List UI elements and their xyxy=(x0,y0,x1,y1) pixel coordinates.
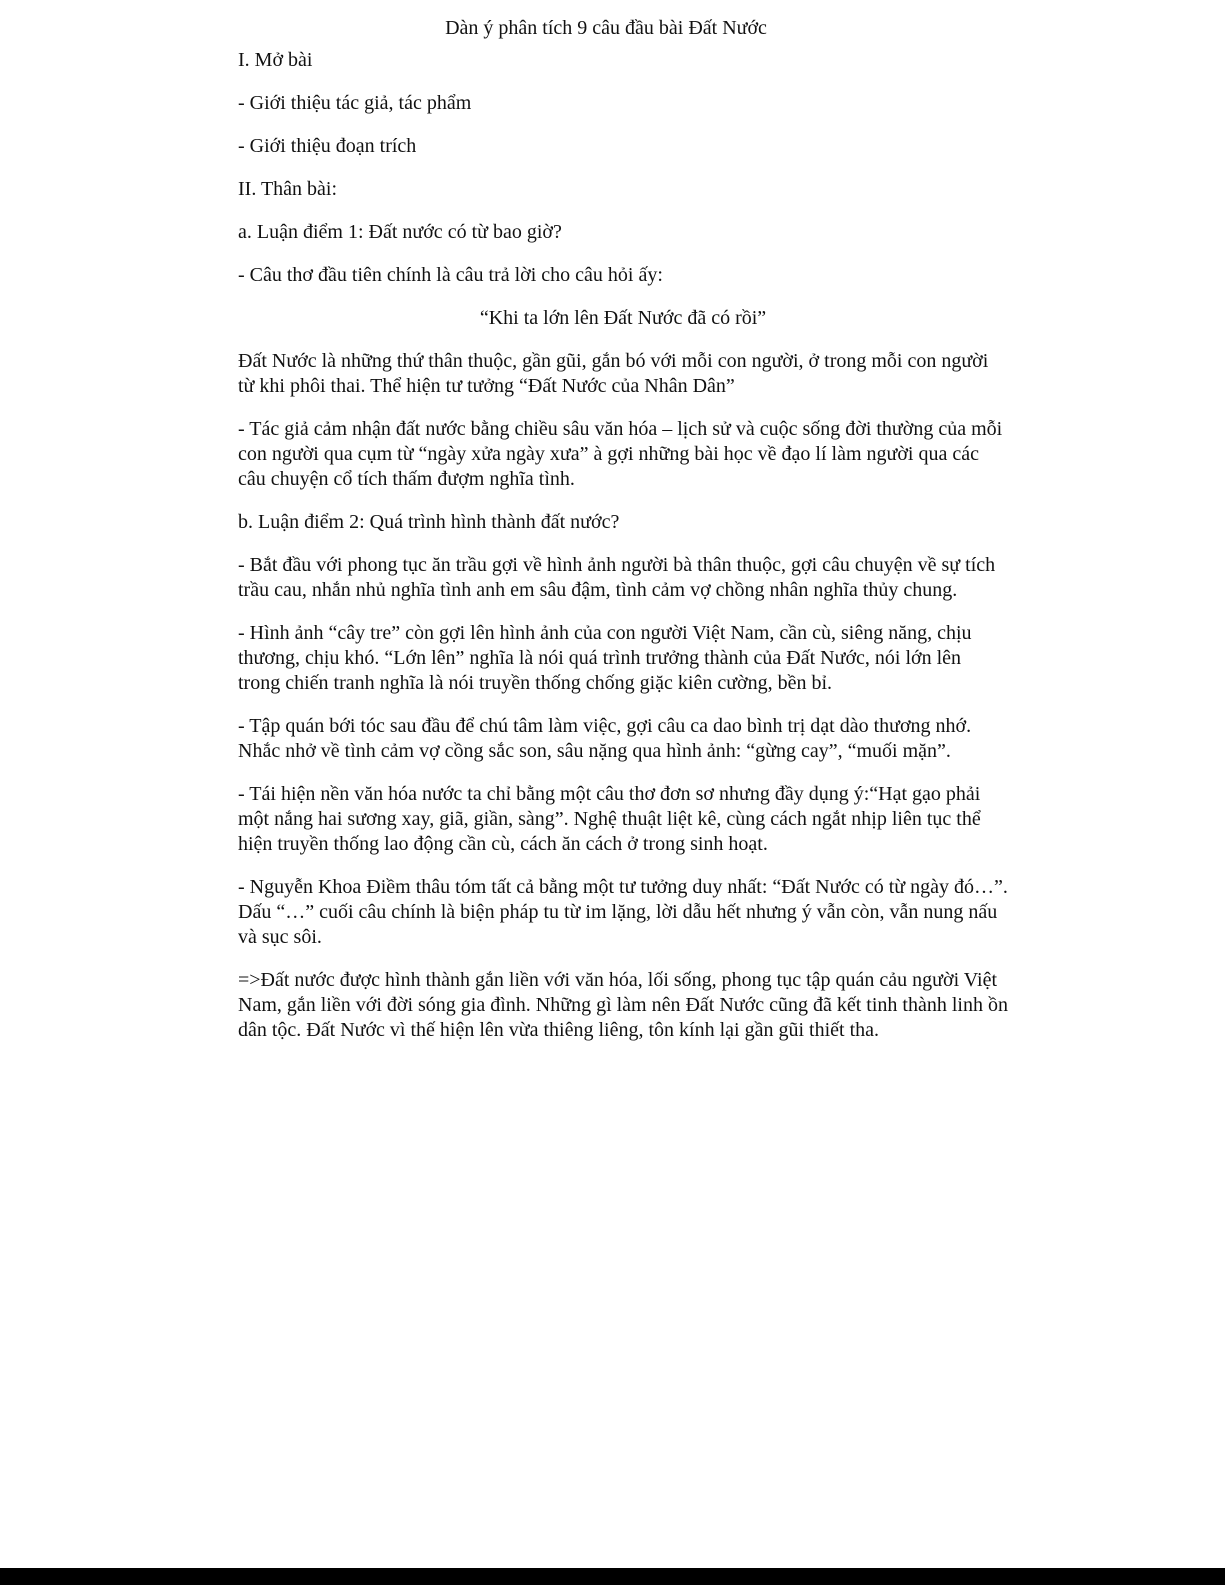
list-item: - Tác giả cảm nhận đất nước bằng chiều sâu văn hóa – lịch sử và cuộc sống đời thường của mỗi con người qua cụm từ “ngày xửa ngày xưa” à gợi những bài học về đạo lí làm người qua các câu chuyện cổ tích thấm đượm nghĩa tình. xyxy=(238,418,1003,490)
document-title: Dàn ý phân tích 9 câu đầu bài Đất Nước xyxy=(445,17,767,39)
conclusion-paragraph: =>Đất nước được hình thành gắn liền với văn hóa, lối sống, phong tục tập quán cảu người Việt Nam, gắn liền với đời sóng gia đình. Những gì làm nên Đất Nước cũng đã kết tinh thành linh ồn dân tộc. Đất Nước vì thế hiện lên vừa thiêng liêng, tôn kính lại gần gũi thiết tha. xyxy=(238,969,1008,1041)
list-item: - Hình ảnh “cây tre” còn gợi lên hình ảnh của con người Việt Nam, cần cù, siêng năng, chịu thương, chịu khó. “Lớn lên” nghĩa là nói quá trình trưởng thành của Đất Nước, nói lớn lên trong chiến tranh nghĩa là nói truyền thống chống giặc kiên cường, bền bỉ. xyxy=(238,622,972,694)
section-heading-intro: I. Mở bài xyxy=(238,49,313,71)
paragraph: Đất Nước là những thứ thân thuộc, gần gũi, gắn bó với mỗi con người, ở trong mỗi con người từ khi phôi thai. Thể hiện tư tưởng “Đất Nước của Nhân Dân” xyxy=(238,350,989,397)
list-item: - Tái hiện nền văn hóa nước ta chỉ bằng một câu thơ đơn sơ nhưng đầy dụng ý:“Hạt gạo phải một nắng hai sương xay, giã, giần, sàng”. Nghệ thuật liệt kê, cùng cách ngắt nhịp liên tục thể hiện truyền thống lao động cần cù, cách ăn cách ở trong sinh hoạt. xyxy=(238,783,981,855)
list-item: - Bắt đầu với phong tục ăn trầu gợi về hình ảnh người bà thân thuộc, gợi câu chuyện về sự tích trầu cau, nhắn nhủ nghĩa tình anh em sâu đậm, tình cảm vợ chồng nhân nghĩa thủy chung. xyxy=(238,554,996,601)
page-bottom-bar xyxy=(0,1568,1225,1585)
list-item: - Giới thiệu đoạn trích xyxy=(238,135,417,157)
list-item: - Nguyễn Khoa Điềm thâu tóm tất cả bằng một tư tưởng duy nhất: “Đất Nước có từ ngày đó…”. Dấu “…” cuối câu chính là biện pháp tu từ im lặng, lời dẫu hết nhưng ý vẫn còn, vẫn nung nấu và sục sôi. xyxy=(238,876,1008,948)
poem-quote: “Khi ta lớn lên Đất Nước đã có rồi” xyxy=(479,307,767,329)
argument-heading-2: b. Luận điểm 2: Quá trình hình thành đất nước? xyxy=(238,511,620,533)
list-item: - Tập quán bới tóc sau đầu để chú tâm làm việc, gợi câu ca dao bình trị dạt dào thương nhớ. Nhắc nhở về tình cảm vợ cồng sắc son, sâu nặng qua hình ảnh: “gừng cay”, “muối mặn”. xyxy=(238,715,972,762)
list-item: - Câu thơ đầu tiên chính là câu trả lời cho câu hỏi ấy: xyxy=(238,264,663,286)
section-heading-body: II. Thân bài: xyxy=(238,178,338,200)
document-body xyxy=(238,48,1008,1061)
list-item: - Giới thiệu tác giả, tác phẩm xyxy=(238,92,472,114)
argument-heading-1: a. Luận điểm 1: Đất nước có từ bao giờ? xyxy=(238,221,562,243)
